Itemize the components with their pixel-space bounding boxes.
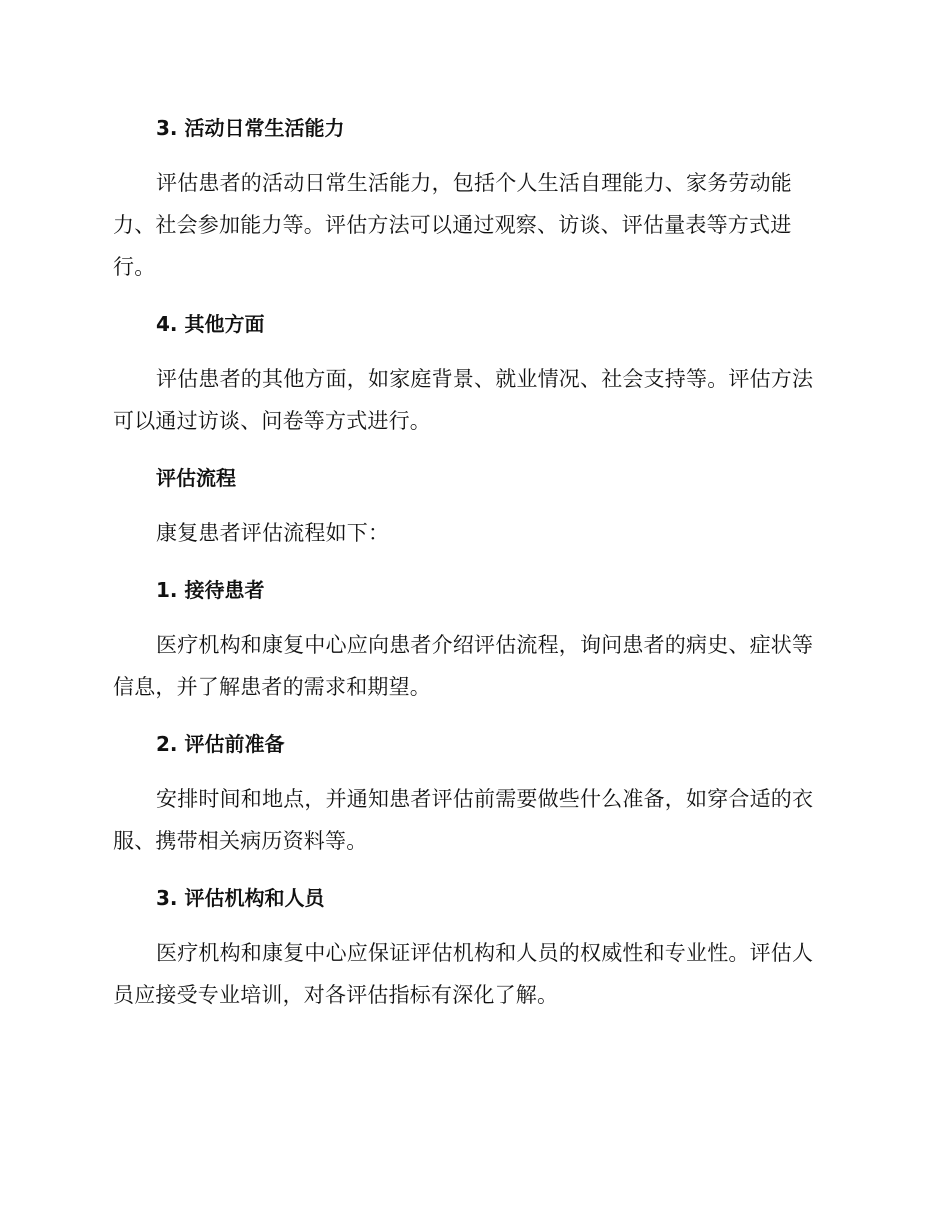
paragraph-preparation: 安排时间和地点，并通知患者评估前需要做些什么准备，如穿合适的衣服、携带相关病历资料等。 xyxy=(113,787,814,853)
section-heading-staff: 3. 评估机构和人员 xyxy=(156,886,325,910)
section-heading-reception: 1. 接待患者 xyxy=(156,578,265,602)
section-heading-process: 评估流程 xyxy=(156,466,236,490)
paragraph-other: 评估患者的其他方面，如家庭背景、就业情况、社会支持等。评估方法可以通过访谈、问卷等方式进行。 xyxy=(113,367,814,433)
paragraph-adl: 评估患者的活动日常生活能力，包括个人生活自理能力、家务劳动能力、社会参加能力等。评估方法可以通过观察、访谈、评估量表等方式进行。 xyxy=(113,171,792,279)
paragraph-process-intro: 康复患者评估流程如下： xyxy=(156,521,390,545)
section-heading-other: 4. 其他方面 xyxy=(156,312,265,336)
paragraph-staff: 医疗机构和康复中心应保证评估机构和人员的权威性和专业性。评估人员应接受专业培训，对各评估指标有深化了解。 xyxy=(113,941,814,1007)
paragraph-reception: 医疗机构和康复中心应向患者介绍评估流程，询问患者的病史、症状等信息，并了解患者的需求和期望。 xyxy=(113,633,814,699)
section-heading-adl: 3. 活动日常生活能力 xyxy=(156,116,345,140)
section-heading-preparation: 2. 评估前准备 xyxy=(156,732,285,756)
